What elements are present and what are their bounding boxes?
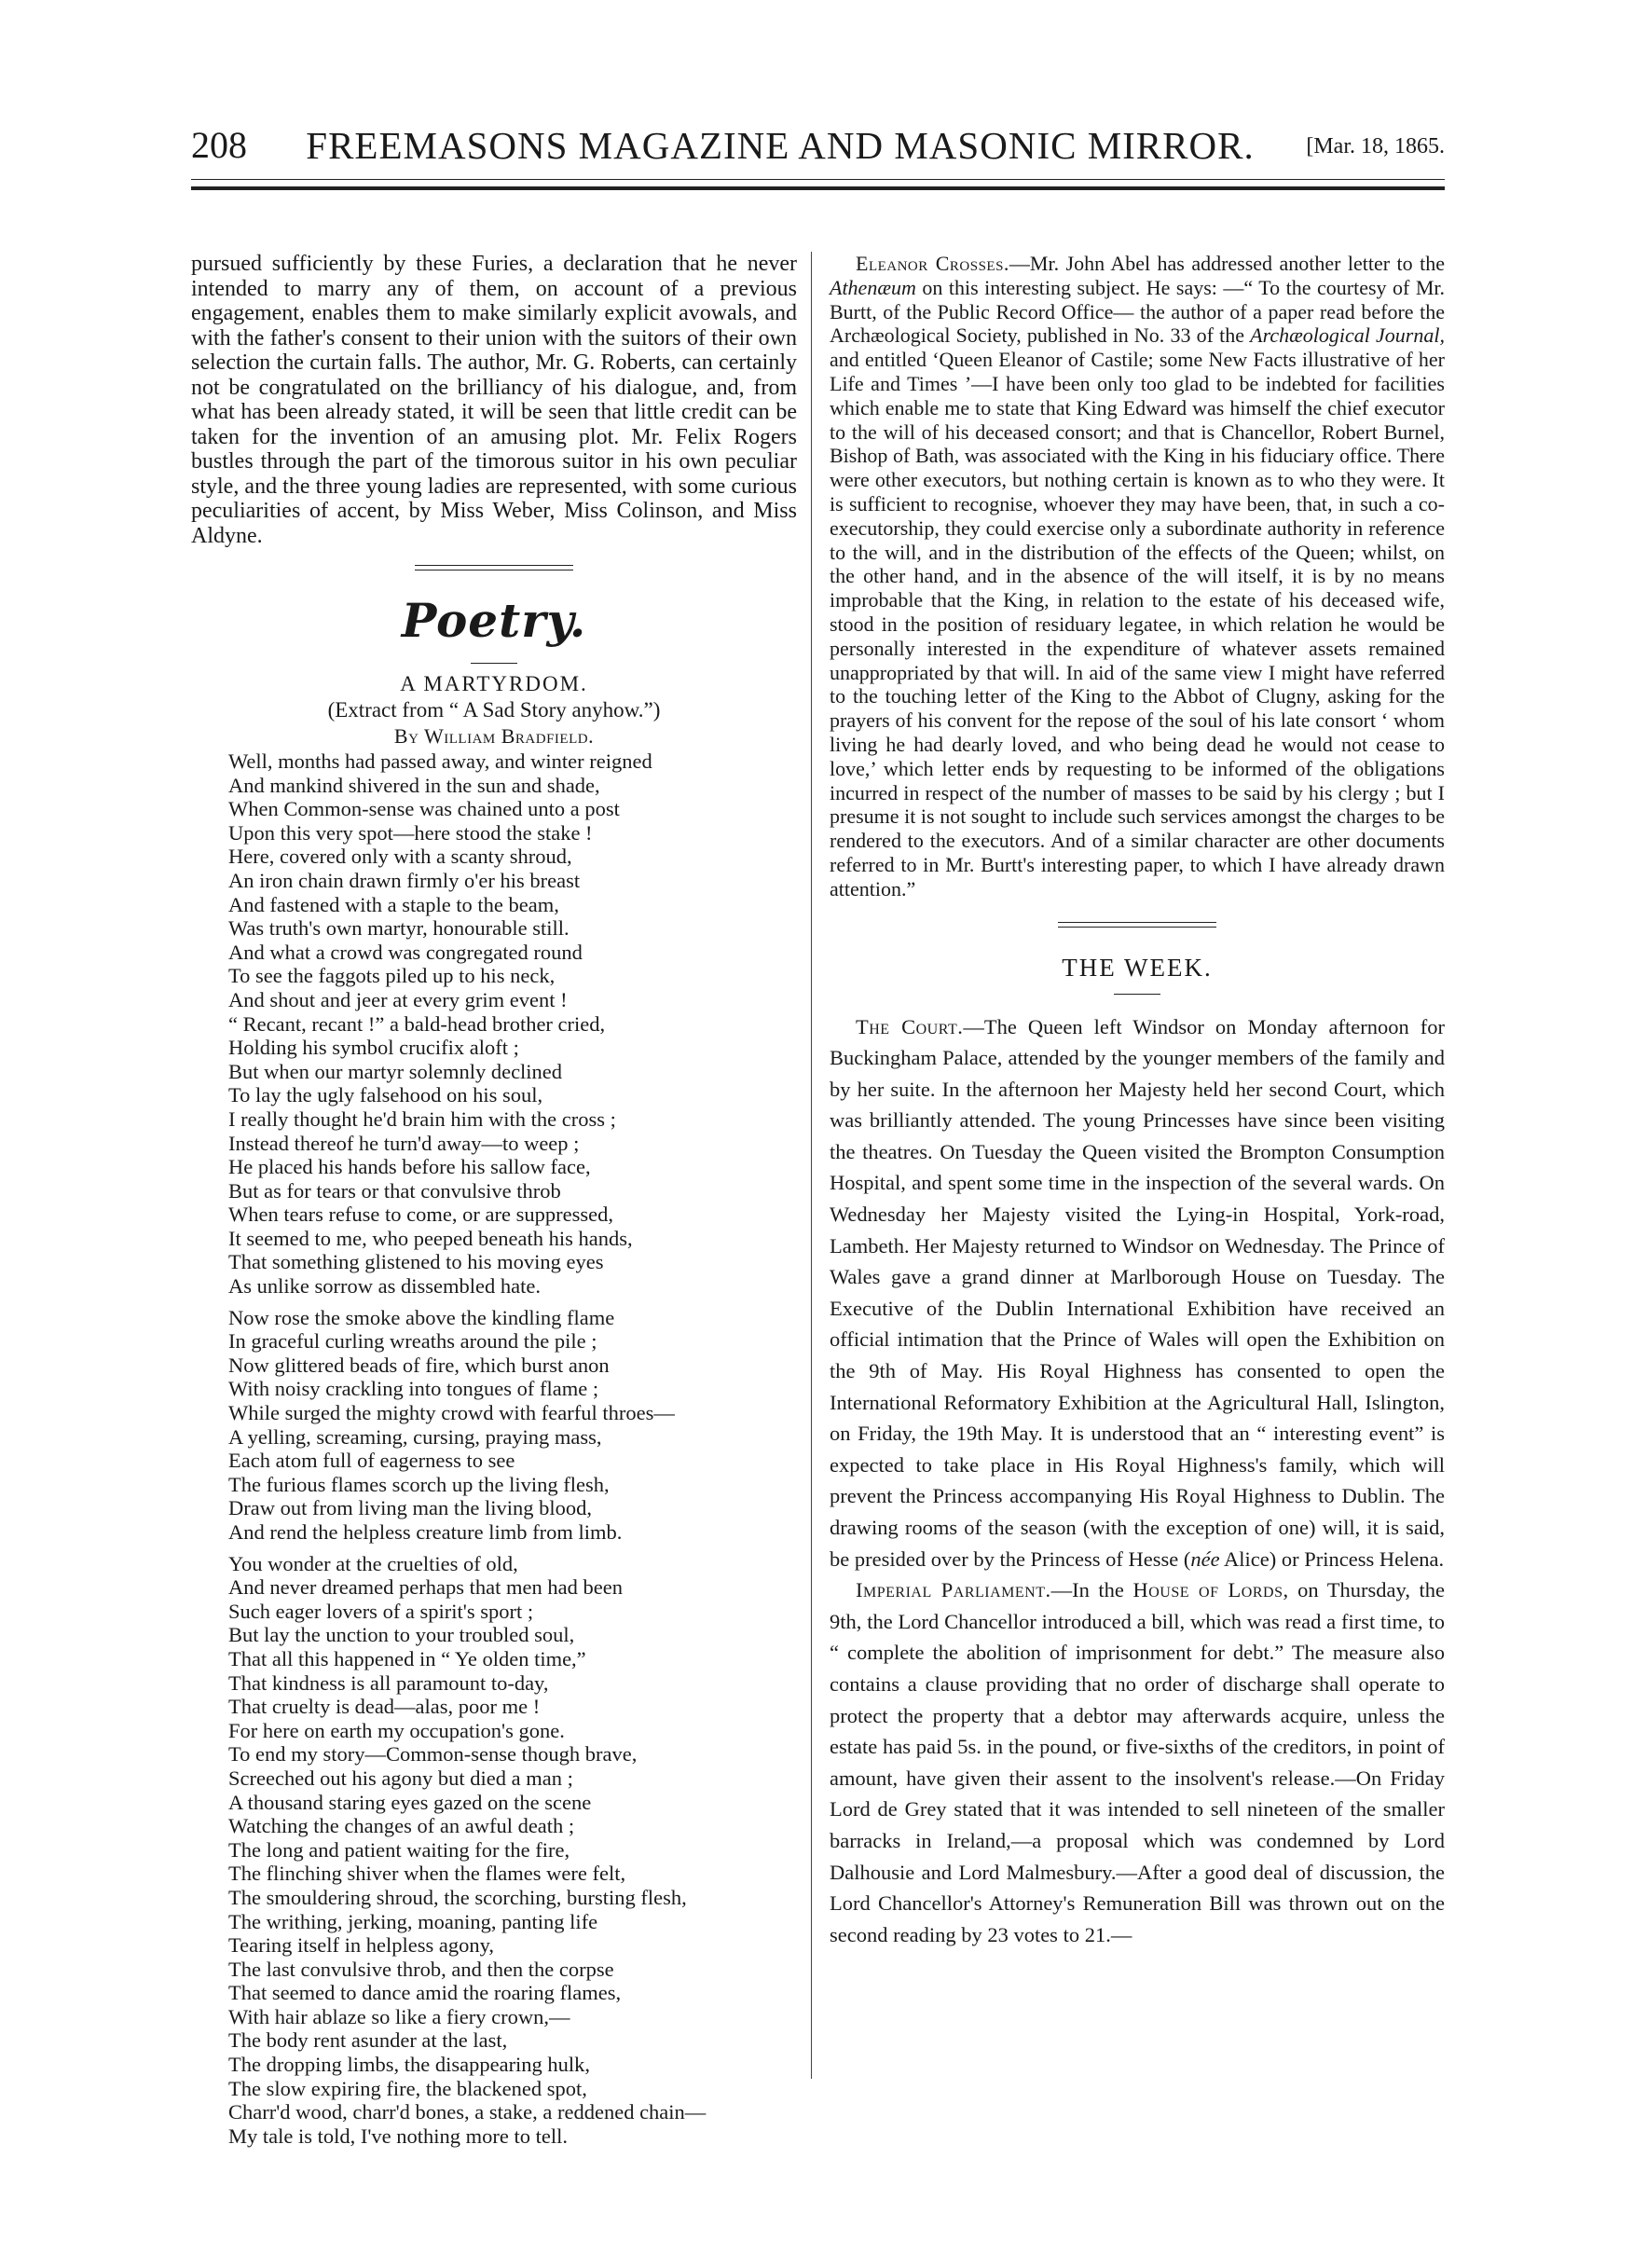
- poem-line: But when our martyr solemnly declined: [228, 1059, 563, 1083]
- poem-line: But lay the unction to your troubled soul,: [228, 1623, 575, 1647]
- poem-line: He placed his hands before his sallow face,: [228, 1155, 591, 1179]
- review-continuation: pursued sufficiently by these Furies, a declaration that he never intended to marry any of them, on account of a previous engagement, enables them to make similarly explicit avowals, and with the father's consent to their union with the suitors of their own selection the curtain falls. The author, Mr. G. Roberts, can certainly not be congratulated on the brilliancy of his dialogue, and, from what has been already stated, it will be seen that little credit can be taken for the invention of an amusing plot. Mr. Felix Rogers bustles through the part of the timorous suitor in his own peculiar style, and the three young ladies are represented, with some curious peculiarities of accent, by Miss Weber, Miss Colinson, and Miss Aldyne.: [191, 252, 797, 548]
- court-text-end: Alice) or Princess Helena.: [1219, 1546, 1445, 1571]
- eleanor-lead: Eleanor Crosses.: [856, 252, 1009, 275]
- poem-line: The long and patient waiting for the fire,: [228, 1837, 570, 1862]
- parliament-text: on Thursday, the 9th, the Lord Chancellor introduced a bill, which was read a first time, to “ complete the abolition of imprisonment for debt.” The measure also contains a clause providing that no order of discharge shall operate to protect the property that a debtor may afterwards acquire, unless the estate has paid 5s. in the pound, or five-sixths of the creditors, in point of amount, have given their assent to the insolvent's release.—On Friday Lord de Grey stated that it was intended to sell nineteen of the smaller barracks in Ireland,—a proposal which was condemned by Lord Dalhousie and Lord Malmesbury.—After a good deal of discussion, the Lord Chancellor's Attorney's Remuneration Bill was thrown out on the second reading by 23 votes to 21.—: [830, 1578, 1445, 1946]
- poem-line: To end my story—Common-sense though brave,: [228, 1742, 638, 1766]
- poem-line: And fastened with a staple to the beam,: [228, 892, 559, 916]
- court-text: —The Queen left Windsor on Monday afternoon for Buckingham Palace, attended by the younger members of the family and by her suite. In the afternoon her Majesty held her second Court, which was brilliantly attended. The young Princesses have since been visiting the theatres. On Tuesday the Queen visited the Brompton Consumption Hospital, and spent some time in the inspection of the several wards. On Wednesday her Majesty visited the Lying-in Hospital, York-road, Lambeth. Her Majesty returned to Windsor on Wednesday. The Prince of Wales gave a grand dinner at Marlborough House on Tuesday. The Executive of the Dublin International Exhibition have received an official intimation that the Prince of Wales will open the Exhibition on the 9th of May. His Royal Highness has consented to open the International Reformatory Exhibition at the Agricultural Hall, Islington, on Friday, the 19th May. It is understood that an “ interesting event” is expected to take place in His Royal Highness's family, which will prevent the Princess accompanying His Royal Highness to Dublin. The drawing rooms of the season (with the exception of one) will, it is said, be presided over by the Princess of Hesse (: [830, 1014, 1445, 1571]
- poem-line: My tale is told, I've nothing more to tell.: [228, 2124, 568, 2148]
- poem-line: “ Recant, recant !” a bald-head brother cried,: [228, 1011, 606, 1036]
- poem-line: I really thought he'd brain him with the cross ;: [228, 1107, 616, 1131]
- poem-line: While surged the mighty crowd with fearful throes—: [228, 1401, 675, 1425]
- poem-author: By William Bradfield.: [393, 724, 595, 748]
- poem-line: And shout and jeer at every grim event !: [228, 987, 568, 1011]
- poem-line: Now glittered beads of fire, which burst anon: [228, 1353, 610, 1377]
- poem-line: You wonder at the cruelties of old,: [228, 1551, 518, 1575]
- poem-line: And mankind shivered in the sun and shade,: [228, 773, 600, 797]
- poem-line: It seemed to me, who peeped beneath his hands,: [228, 1226, 633, 1250]
- court-article: [830, 1011, 1445, 1575]
- poem-line: In graceful curling wreaths around the pile ;: [228, 1329, 597, 1354]
- poem-line: The dropping limbs, the disappearing hulk,: [228, 2053, 591, 2077]
- poem-stanza: [228, 1552, 797, 2149]
- poem-subtitle: (Extract from “ A Sad Story anyhow.”): [327, 698, 661, 722]
- poem-line: Draw out from living man the living blood,: [228, 1496, 592, 1520]
- athenaeum-title: Athenæum: [830, 275, 916, 299]
- poem-line: The body rent asunder at the last,: [228, 2028, 508, 2053]
- poem-line: That seemed to dance amid the roaring flames,: [228, 1981, 622, 2005]
- nee-word: née: [1190, 1546, 1220, 1571]
- poem-line: Upon this very spot—here stood the stake !: [228, 820, 593, 845]
- eleanor-text-2: on this interesting subject. He says: —“ To the courtesy of Mr. Burtt, of the Public Record Office— the author of a paper read before the Archæological Society, published in No. 33 of the: [830, 275, 1445, 348]
- journal-title: Archæological Journal,: [1250, 323, 1445, 348]
- court-lead: The Court.: [856, 1014, 964, 1038]
- poem-title: A MARTYRDOM.: [400, 672, 588, 695]
- poem-line: That all this happened in “ Ye olden time,”: [228, 1646, 586, 1670]
- issue-date: [Mar. 18, 1865.: [1306, 134, 1445, 158]
- poem-line: An iron chain drawn firmly o'er his breast: [228, 868, 581, 892]
- poem-line: That kindness is all paramount to-day,: [228, 1670, 549, 1695]
- parliament-article: [830, 1574, 1445, 1950]
- poem-line: A thousand staring eyes gazed on the scene: [228, 1790, 592, 1814]
- poem-line: And rend the helpless creature limb from limb.: [228, 1520, 623, 1544]
- poem-line: Well, months had passed away, and winter reigned: [228, 749, 652, 773]
- header-rule-bottom: [191, 186, 1445, 190]
- poem-stanza: [228, 1306, 797, 1545]
- poem-line: Tearing itself in helpless agony,: [228, 1933, 495, 1958]
- poem-line: With hair ablaze so like a fiery crown,—: [228, 2004, 570, 2028]
- eleanor-text-3: and entitled ‘Queen Eleanor of Castile; some New Facts illustrative of her Life and Times ’—I have been only too glad to be indebted for facilities which enable me to state that King Edward was himself the chief executor to the will of his deceased consort; and that is Chancellor, Robert Burnel, Bishop of Bath, was associated with the King in his fiduciary office. There were other executors, but nothing certain is known as to who they were. It is sufficient to recognise, whoever they may have been, that, in such a co-executorship, they could exercise only a subordinate authority in reference to the will, and in the distribution of the effects of the Queen; whilst, on the other hand, and in the absence of the will itself, it is by no means improbable that the King, in relation to the estate of his deceased wife, stood in the position of residuary legatee, in which relation he would be personally interested in the expenditure of whatever assets remained unappropriated by that will. In aid of the same view I might have referred to the touching letter of the King to the Abbot of Clugny, asking for the prayers of his convent for the repose of the soul of his late consort ‘ whom living he had dearly loved, and who being dead he would not cease to love,’ which letter ends by requesting to be informed of the obligations incurred in respect of the number of masses to be said by his clergy ; but I presume it is not sought to include such services amongst the charges to be rendered to the executors. And of a similar character are other documents referred to in Mr. Burtt's interesting paper, to which I have already drawn attention.”: [830, 348, 1445, 900]
- poem-line: The last convulsive throb, and then the corpse: [228, 1957, 614, 1981]
- parliament-dash: —In the: [1050, 1578, 1133, 1602]
- poem-line: To see the faggots piled up to his neck,: [228, 964, 556, 988]
- house-of-lords: House of Lords,: [1132, 1578, 1289, 1602]
- poem-line: That something glistened to his moving eyes: [228, 1250, 604, 1274]
- poem-line: Holding his symbol crucifix aloft ;: [228, 1036, 519, 1060]
- poem-line: Each atom full of eagerness to see: [228, 1449, 515, 1473]
- section-separator-right: [1058, 922, 1216, 928]
- poem-line: And what a crowd was congregated round: [228, 940, 583, 964]
- poem-line: Screeched out his agony but died a man ;: [228, 1766, 573, 1790]
- poem-line: Instead thereof he turn'd away—to weep ;: [228, 1131, 580, 1155]
- poem-body: [191, 749, 797, 2148]
- the-week-heading: THE WEEK.: [1062, 953, 1213, 982]
- column-divider: [811, 252, 812, 2079]
- poem-stanza: [228, 749, 797, 1299]
- poetry-heading: Poetry.: [401, 593, 587, 648]
- eleanor-crosses-article: [830, 252, 1445, 901]
- parliament-lead: Imperial Parliament.: [856, 1578, 1051, 1602]
- week-heading-rule: [1114, 994, 1160, 995]
- poem-line: When Common-sense was chained unto a post: [228, 797, 620, 821]
- left-column: [191, 252, 797, 2155]
- poem-line: That cruelty is dead—alas, poor me !: [228, 1695, 541, 1719]
- poem-line: Such eager lovers of a spirit's sport ;: [228, 1599, 534, 1623]
- section-separator: [415, 565, 573, 570]
- poem-line: For here on earth my occupation's gone.: [228, 1718, 565, 1742]
- poem-line: The smouldering shroud, the scorching, bursting flesh,: [228, 1885, 687, 1909]
- poem-line: But as for tears or that convulsive throb: [228, 1178, 561, 1203]
- poem-line: Watching the changes of an awful death ;: [228, 1814, 575, 1838]
- poem-line: The writhing, jerking, moaning, panting life: [228, 1909, 598, 1933]
- poem-line: A yelling, screaming, cursing, praying mass,: [228, 1424, 602, 1449]
- poem-line: With noisy crackling into tongues of flame ;: [228, 1377, 599, 1401]
- poem-line: To lay the ugly falsehood on his soul,: [228, 1083, 543, 1107]
- poem-line: Here, covered only with a scanty shroud,: [228, 845, 572, 869]
- poem-line: Was truth's own martyr, honourable still.: [228, 916, 570, 941]
- poem-line: The slow expiring fire, the blackened spot,: [228, 2076, 587, 2100]
- eleanor-text-1: —Mr. John Abel has addressed another letter to the: [1009, 252, 1445, 275]
- poem-line: Charr'd wood, charr'd bones, a stake, a reddened chain—: [228, 2100, 707, 2124]
- header-rule-top: [191, 179, 1445, 180]
- page-header: [191, 123, 1445, 170]
- poem-line: When tears refuse to come, or are suppressed,: [228, 1203, 613, 1227]
- poem-line: As unlike sorrow as dissembled hate.: [228, 1274, 541, 1299]
- heading-rule: [471, 663, 517, 664]
- poem-line: And never dreamed perhaps that men had been: [228, 1575, 623, 1600]
- poem-line: Now rose the smoke above the kindling flame: [228, 1305, 615, 1329]
- page-number: 208: [191, 124, 247, 166]
- magazine-title: FREEMASONS MAGAZINE AND MASONIC MIRROR.: [306, 124, 1255, 167]
- poem-line: The flinching shiver when the flames were felt,: [228, 1862, 626, 1886]
- right-column: [830, 252, 1445, 1950]
- poem-line: The furious flames scorch up the living flesh,: [228, 1472, 610, 1496]
